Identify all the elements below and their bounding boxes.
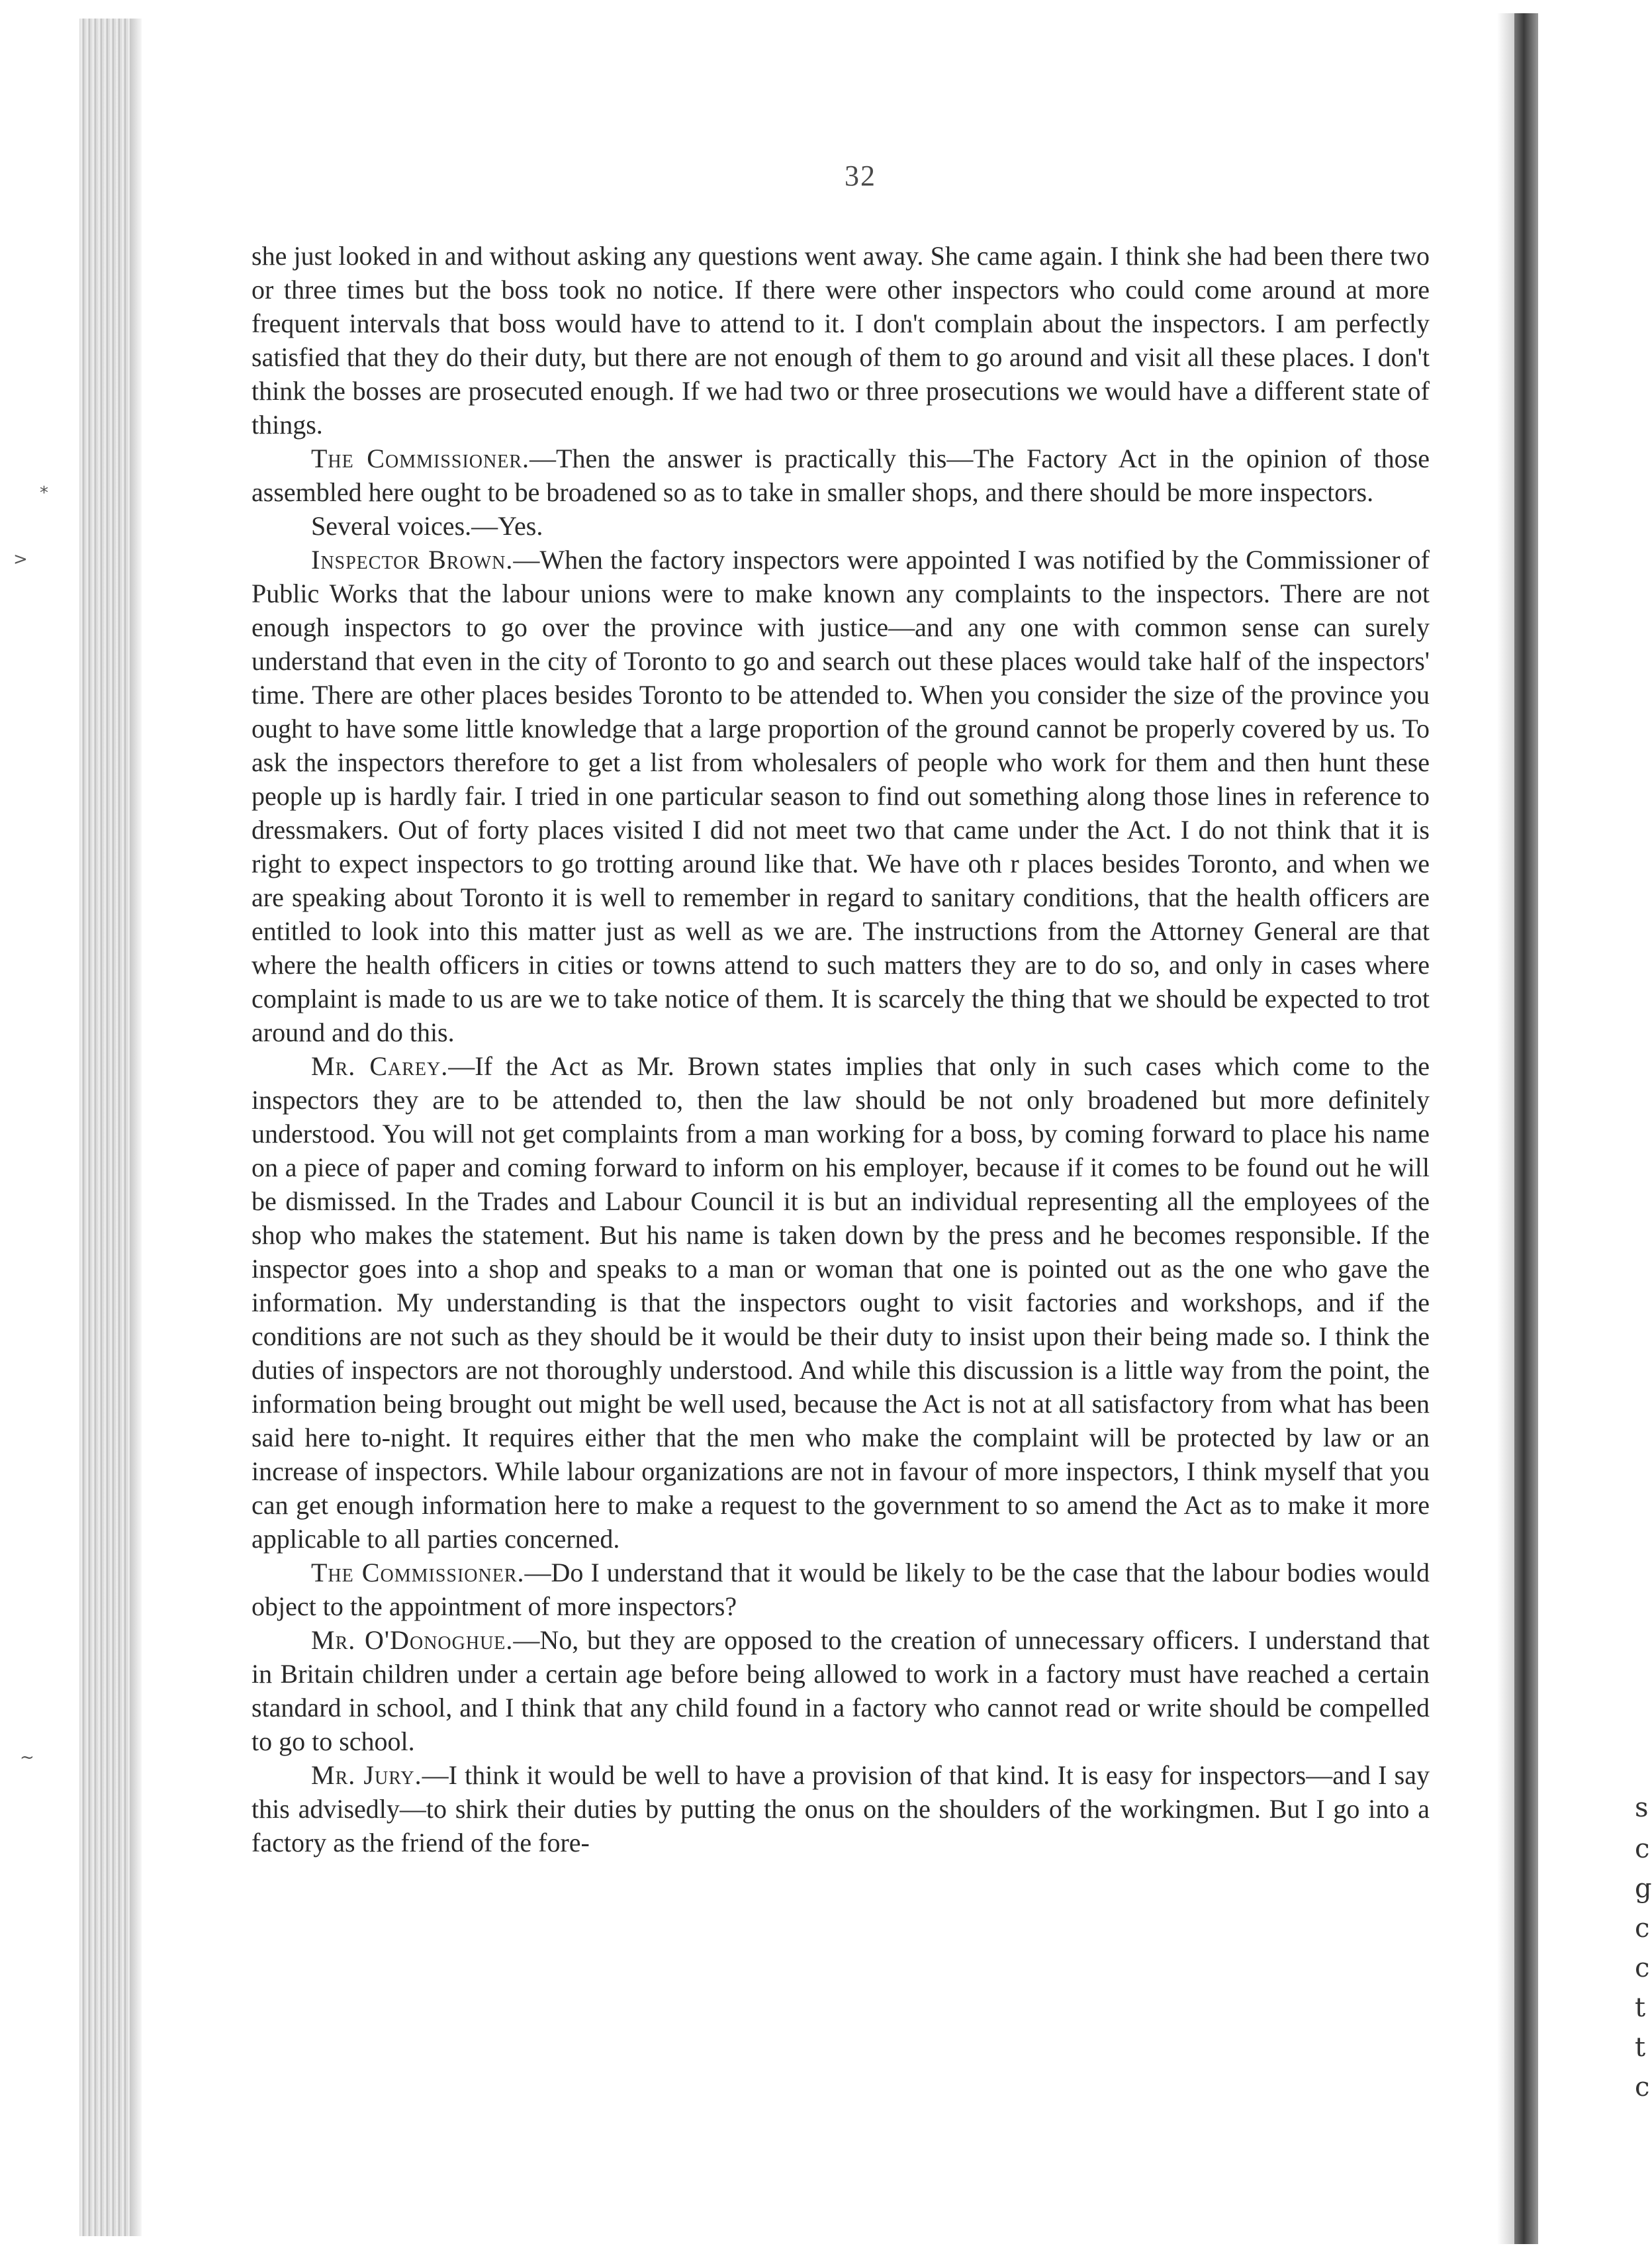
paragraph-text: —Then the answer is practically this—The Factory Act in the opinion of those assembled here ought to be broadened so as to take in smaller shops, and there should be more inspectors. xyxy=(252,444,1430,507)
next-page-text-fragments xyxy=(1635,0,1652,2256)
speaker-name: Mr. O'Donoghue. xyxy=(311,1625,514,1655)
speaker-name: The Commissioner. xyxy=(311,444,530,473)
paragraph-text: —If the Act as Mr. Brown states implies that only in such cases which come to the inspectors they are to be attended to, then the law should be not only broadened but more definitely understood. You will not get complaints from a man working for a boss, by coming forward to place his name on a piece of paper and coming forward to inform on his employer, because if it comes to be found out he will be dismissed. In the Trades and Labour Council it is but an individual representing all the employees of the shop who makes the statement. But his name is taken down by the press and he becomes responsible. If the inspector goes into a shop and speaks to a man or woman that one is pointed out as the one who gave the information. My understanding is that the inspectors ought to visit factories and workshops, and if the conditions are not such as they should be it would be their duty to insist upon their being made so. I think the duties of inspectors are not thoroughly understood. And while this discussion is a little way from the point, the information being brought out might be well used, because the Act is not at all satisfactory from what has been said here to-night. It requires either that the men who make the complaint will be protected by law or an increase of inspectors. While labour organizations are not in favour of more inspectors, I think myself that you can get enough information here to make a request to the government to so amend the Act as to make it more applicable to all parties concerned. xyxy=(252,1051,1430,1554)
paragraph-text: —When the factory inspectors were appointed I was notified by the Commissioner of Public Works that the labour unions were to make known any complaints to the inspectors. There are not enough inspectors to go over the province with justice—and any one with common sense can surely understand that even in the city of Toronto to go and search out these places would take half of the inspectors' time. There are other places besides Toronto to be attended to. When you consider the size of the province you ought to have some little knowledge that a large proportion of the ground cannot be properly covered by us. To ask the inspectors therefore to get a list from wholesalers of people who work for them and then hunt these people up is hardly fair. I tried in one particular season to find out something along those lines in reference to dressmakers. Out of forty places visited I did not meet two that came under the Act. I do not think that it is right to expect inspectors to go trotting around like that. We have oth r places besides Toronto, and when we are speaking about Toronto it is well to remember in regard to sanitary conditions, that the health officers are entitled to look into this matter just as well as we are. The instructions from the Attorney General are that where the health officers in cities or towns attend to such matters they are to do so, and only in cases where complaint is made to us are we to take notice of them. It is scarcely the thing that we should be expected to trot around and do this. xyxy=(252,545,1430,1047)
paragraph-text: —I think it would be well to have a provision of that kind. It is easy for inspectors—and I say this advisedly—to shirk their duties by putting the onus on the shoulders of the workingmen. But I go into a factory as the friend of the fore- xyxy=(252,1760,1430,1857)
page-content xyxy=(252,159,1430,2171)
book-binding-edge xyxy=(79,19,132,2236)
paragraph xyxy=(252,239,1430,442)
next-page-fragment: g xyxy=(1635,1873,1652,1904)
next-page-fragment: c xyxy=(1635,1913,1650,1944)
paragraph xyxy=(252,1623,1430,1758)
speaker-name: Mr. Carey. xyxy=(311,1051,449,1081)
paragraph-text: Several voices.—Yes. xyxy=(311,511,543,541)
body-text xyxy=(252,239,1430,1859)
page-number: 32 xyxy=(845,160,876,192)
next-page-fragment: c xyxy=(1635,1953,1650,1983)
next-page-fragment: t xyxy=(1635,2032,1646,2063)
next-page-edge xyxy=(1514,13,1538,2244)
next-page-fragment: c xyxy=(1635,1834,1650,1864)
binding-shadow xyxy=(130,19,142,2236)
paragraph xyxy=(252,543,1430,1049)
next-page-fragment: s xyxy=(1635,1793,1649,1823)
speaker-name: Mr. Jury. xyxy=(311,1760,422,1790)
next-page-fragment: c xyxy=(1635,2072,1650,2102)
speaker-name: Inspector Brown. xyxy=(311,545,514,575)
paragraph-text: —No, but they are opposed to the creation of unnecessary officers. I understand that in Britain children under a certain age before being allowed to work in a factory must have reached a certain standard in school, and I think that any child found in a factory who cannot read or write should be compelled to go to school. xyxy=(252,1625,1430,1756)
paragraph-text: —Do I understand that it would be likely to be the case that the labour bodies would object to the appointment of more inspectors? xyxy=(252,1558,1430,1621)
paragraph xyxy=(252,1758,1430,1859)
paragraph xyxy=(252,442,1430,509)
scan-speck: > xyxy=(13,549,28,569)
scan-speck: * xyxy=(40,483,48,503)
next-page-fragment: t xyxy=(1635,1993,1646,2023)
paragraph xyxy=(252,509,1430,543)
speaker-name: The Commissioner. xyxy=(311,1558,525,1587)
paragraph-text: she just looked in and without asking any questions went away. She came again. I think she had been there two or three times but the boss took no notice. If there were other inspectors who could come around at more frequent intervals that boss would have to attend to it. I don't complain about the inspectors. I am perfectly satisfied that they do their duty, but there are not enough of them to go around and visit all these places. I don't think the bosses are prosecuted enough. If we had two or three prosecutions we would have a different state of things. xyxy=(252,241,1430,440)
page-gutter-shadow xyxy=(1497,13,1514,2244)
scan-speck: ~ xyxy=(20,1748,34,1767)
paragraph xyxy=(252,1049,1430,1556)
paragraph xyxy=(252,1556,1430,1623)
